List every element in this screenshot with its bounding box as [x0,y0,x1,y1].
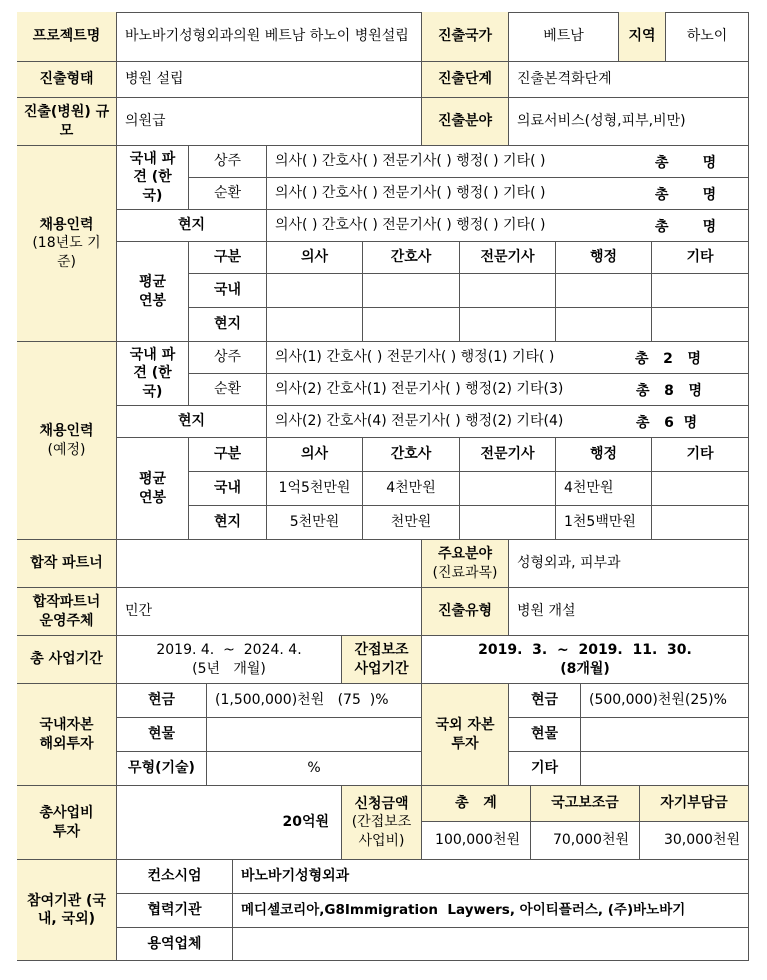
staff-planned-resident-label: 상주 [189,342,267,374]
operator-value: 민간 [117,588,422,636]
partner-label: 합작 파트너 [17,540,117,588]
budget-sum-label: 총 계 [422,786,531,822]
entry-stage-value: 진출본격화단계 [509,62,749,98]
budget-sum-value: 100,000천원 [422,822,531,860]
staff-2018-local-total: 총 명 [655,219,717,235]
entry-kind-label: 진출유형 [422,588,509,636]
region-value: 하노이 [666,12,749,62]
salary-planned-cell [652,506,749,540]
cash-label: 현금 [117,684,207,718]
salary-2018-cell [652,274,749,308]
foreign-investment-label: 국외 자본투자 [422,684,509,786]
salary-2018-cell [556,308,652,342]
salary-2018-header-1: 의사 [267,242,363,274]
main-field-label [422,540,509,588]
orgs-label: 참여기관 (국내, 국외) [17,860,117,961]
support-period-label: 간접보조 사업기간 [342,636,422,684]
salary-2018-cell [556,274,652,308]
salary-planned-row-label: 국내 [189,472,267,506]
consortium-label: 컨소시엄 [117,860,233,894]
salary-2018-header-3: 전문기사 [460,242,556,274]
salary-planned-cell [460,506,556,540]
budget-subsidy-value: 70,000천원 [531,822,640,860]
domestic-investment-label: 국내자본 해외투자 [17,684,117,786]
salary-planned-cell: 5천만원 [267,506,363,540]
support-period-range: 2019. 3. ~ 2019. 11. 30. [478,642,692,659]
in-kind-label: 현물 [117,718,207,752]
period-duration: (5년 개월) [192,660,266,677]
support-period-duration: (8개월) [560,660,610,677]
salary-2018-cell [267,308,363,342]
staff-planned-resident-total: 총 2 명 [635,351,702,367]
region-label: 지역 [619,12,666,62]
salary-planned-cell: 1억5천만원 [267,472,363,506]
main-field-title: 주요분야 [437,546,493,563]
project-name-value: 바노바기성형외과의원 베트남 하노이 병원설립 [117,12,422,62]
field-value: 의료서비스(성형,피부,비만) [509,98,749,146]
staff-2018-label [17,146,117,342]
contractor-label: 용역업체 [117,928,233,961]
salary-planned-row-label: 현지 [189,506,267,540]
salary-2018-row-label: 국내 [189,274,267,308]
staff-2018-rotation-value: 의사( ) 간호사( ) 전문기사( ) 행정( ) 기타( ) [267,178,749,210]
entry-kind-value: 병원 개설 [509,588,749,636]
staff-planned-local-value: 의사(2) 간호사(4) 전문기사( ) 행정(2) 기타(4) [267,406,749,438]
entry-stage-label: 진출단계 [422,62,509,98]
budget-self-value: 30,000천원 [640,822,749,860]
staff-2018-domestic-label: 국내 파견 (한국) [117,146,189,210]
salary-planned-header-2: 간호사 [363,438,460,472]
contractor-value [233,928,749,961]
foreign-cash-value: (500,000)천원(25)% [581,684,749,718]
country-value: 베트남 [509,12,619,62]
staff-2018-local-value: 의사( ) 간호사( ) 전문기사( ) 행정( ) 기타( ) [267,210,749,242]
staff-planned-rotation-value: 의사(2) 간호사(1) 전문기사( ) 행정(2) 기타(3) [267,374,749,406]
staff-planned-domestic-label: 국내 파견 (한국) [117,342,189,406]
staff-planned-local-label: 현지 [117,406,267,438]
field-label: 진출분야 [422,98,509,146]
staff-planned-resident-value: 의사(1) 간호사( ) 전문기사( ) 행정(1) 기타( ) [267,342,749,374]
staff-2018-title: 채용인력 [39,217,94,234]
staff-2018-resident-value: 의사( ) 간호사( ) 전문기사( ) 행정( ) 기타( ) [267,146,749,178]
staff-planned-local-total: 총 6 명 [636,415,698,431]
intangible-value: % [207,752,422,786]
main-field-sub: (진료과목) [432,564,498,581]
staff-2018-rotation-label: 순환 [189,178,267,210]
cooperating-org-label: 협력기관 [117,894,233,928]
entry-type-label: 진출형태 [17,62,117,98]
main-field-value: 성형외과, 피부과 [509,540,749,588]
salary-planned-cell: 천만원 [363,506,460,540]
salary-planned-cell: 1천5백만원 [556,506,652,540]
staff-2018-subtitle: (18년도 기준) [32,235,101,270]
request-sub: (간접보조 사업비) [351,814,412,849]
salary-planned-header-4: 행정 [556,438,652,472]
staff-2018-local-label: 현지 [117,210,267,242]
period-value [117,636,342,684]
salary-planned-cell: 4천만원 [363,472,460,506]
staff-2018-salary-label: 평균 연봉 [117,242,189,342]
salary-2018-header-0: 구분 [189,242,267,274]
country-label: 진출국가 [422,12,509,62]
foreign-cash-label: 현금 [509,684,581,718]
foreign-in-kind-value [581,718,749,752]
salary-2018-header-2: 간호사 [363,242,460,274]
budget-label: 총사업비 투자 [17,786,117,860]
foreign-other-value [581,752,749,786]
intangible-label: 무형(기술) [117,752,207,786]
staff-2018-resident-label: 상주 [189,146,267,178]
budget-self-label: 자기부담금 [640,786,749,822]
foreign-other-label: 기타 [509,752,581,786]
salary-2018-cell [460,308,556,342]
project-name-label: 프로젝트명 [17,12,117,62]
period-label: 총 사업기간 [17,636,117,684]
salary-2018-header-5: 기타 [652,242,749,274]
scale-value: 의원급 [117,98,422,146]
request-title: 신청금액 [354,796,409,813]
salary-2018-cell [363,308,460,342]
salary-2018-cell [460,274,556,308]
period-range: 2019. 4. ~ 2024. 4. [156,642,302,659]
salary-planned-header-3: 전문기사 [460,438,556,472]
salary-2018-cell [267,274,363,308]
foreign-in-kind-label: 현물 [509,718,581,752]
cooperating-org-value: 메디셀코리아,G8Immigration Laywers, 아이티플러스, (주)바노바기 [233,894,749,928]
operator-label: 합작파트너 운영주체 [17,588,117,636]
staff-planned-subtitle: (예정) [47,441,86,458]
staff-planned-label [17,342,117,540]
consortium-value: 바노바기성형외과 [233,860,749,894]
budget-total: 20억원 [117,786,342,860]
salary-planned-cell: 4천만원 [556,472,652,506]
salary-2018-cell [363,274,460,308]
staff-planned-title: 채용인력 [39,423,94,440]
staff-2018-rotation-total: 총 명 [655,187,717,203]
request-label [342,786,422,860]
entry-type-value: 병원 설립 [117,62,422,98]
cash-value: (1,500,000)천원 (75 )% [207,684,422,718]
salary-planned-header-1: 의사 [267,438,363,472]
support-period-value [422,636,749,684]
partner-value [117,540,422,588]
in-kind-value [207,718,422,752]
salary-2018-header-4: 행정 [556,242,652,274]
salary-planned-cell [460,472,556,506]
staff-planned-rotation-total: 총 8 명 [636,383,703,399]
salary-planned-cell [652,472,749,506]
salary-planned-header-5: 기타 [652,438,749,472]
budget-subsidy-label: 국고보조금 [531,786,640,822]
staff-planned-salary-label: 평균 연봉 [117,438,189,540]
scale-label: 진출(병원) 규모 [17,98,117,146]
salary-2018-row-label: 현지 [189,308,267,342]
salary-planned-header-0: 구분 [189,438,267,472]
staff-planned-rotation-label: 순환 [189,374,267,406]
staff-2018-resident-total: 총 명 [655,155,717,171]
salary-2018-cell [652,308,749,342]
